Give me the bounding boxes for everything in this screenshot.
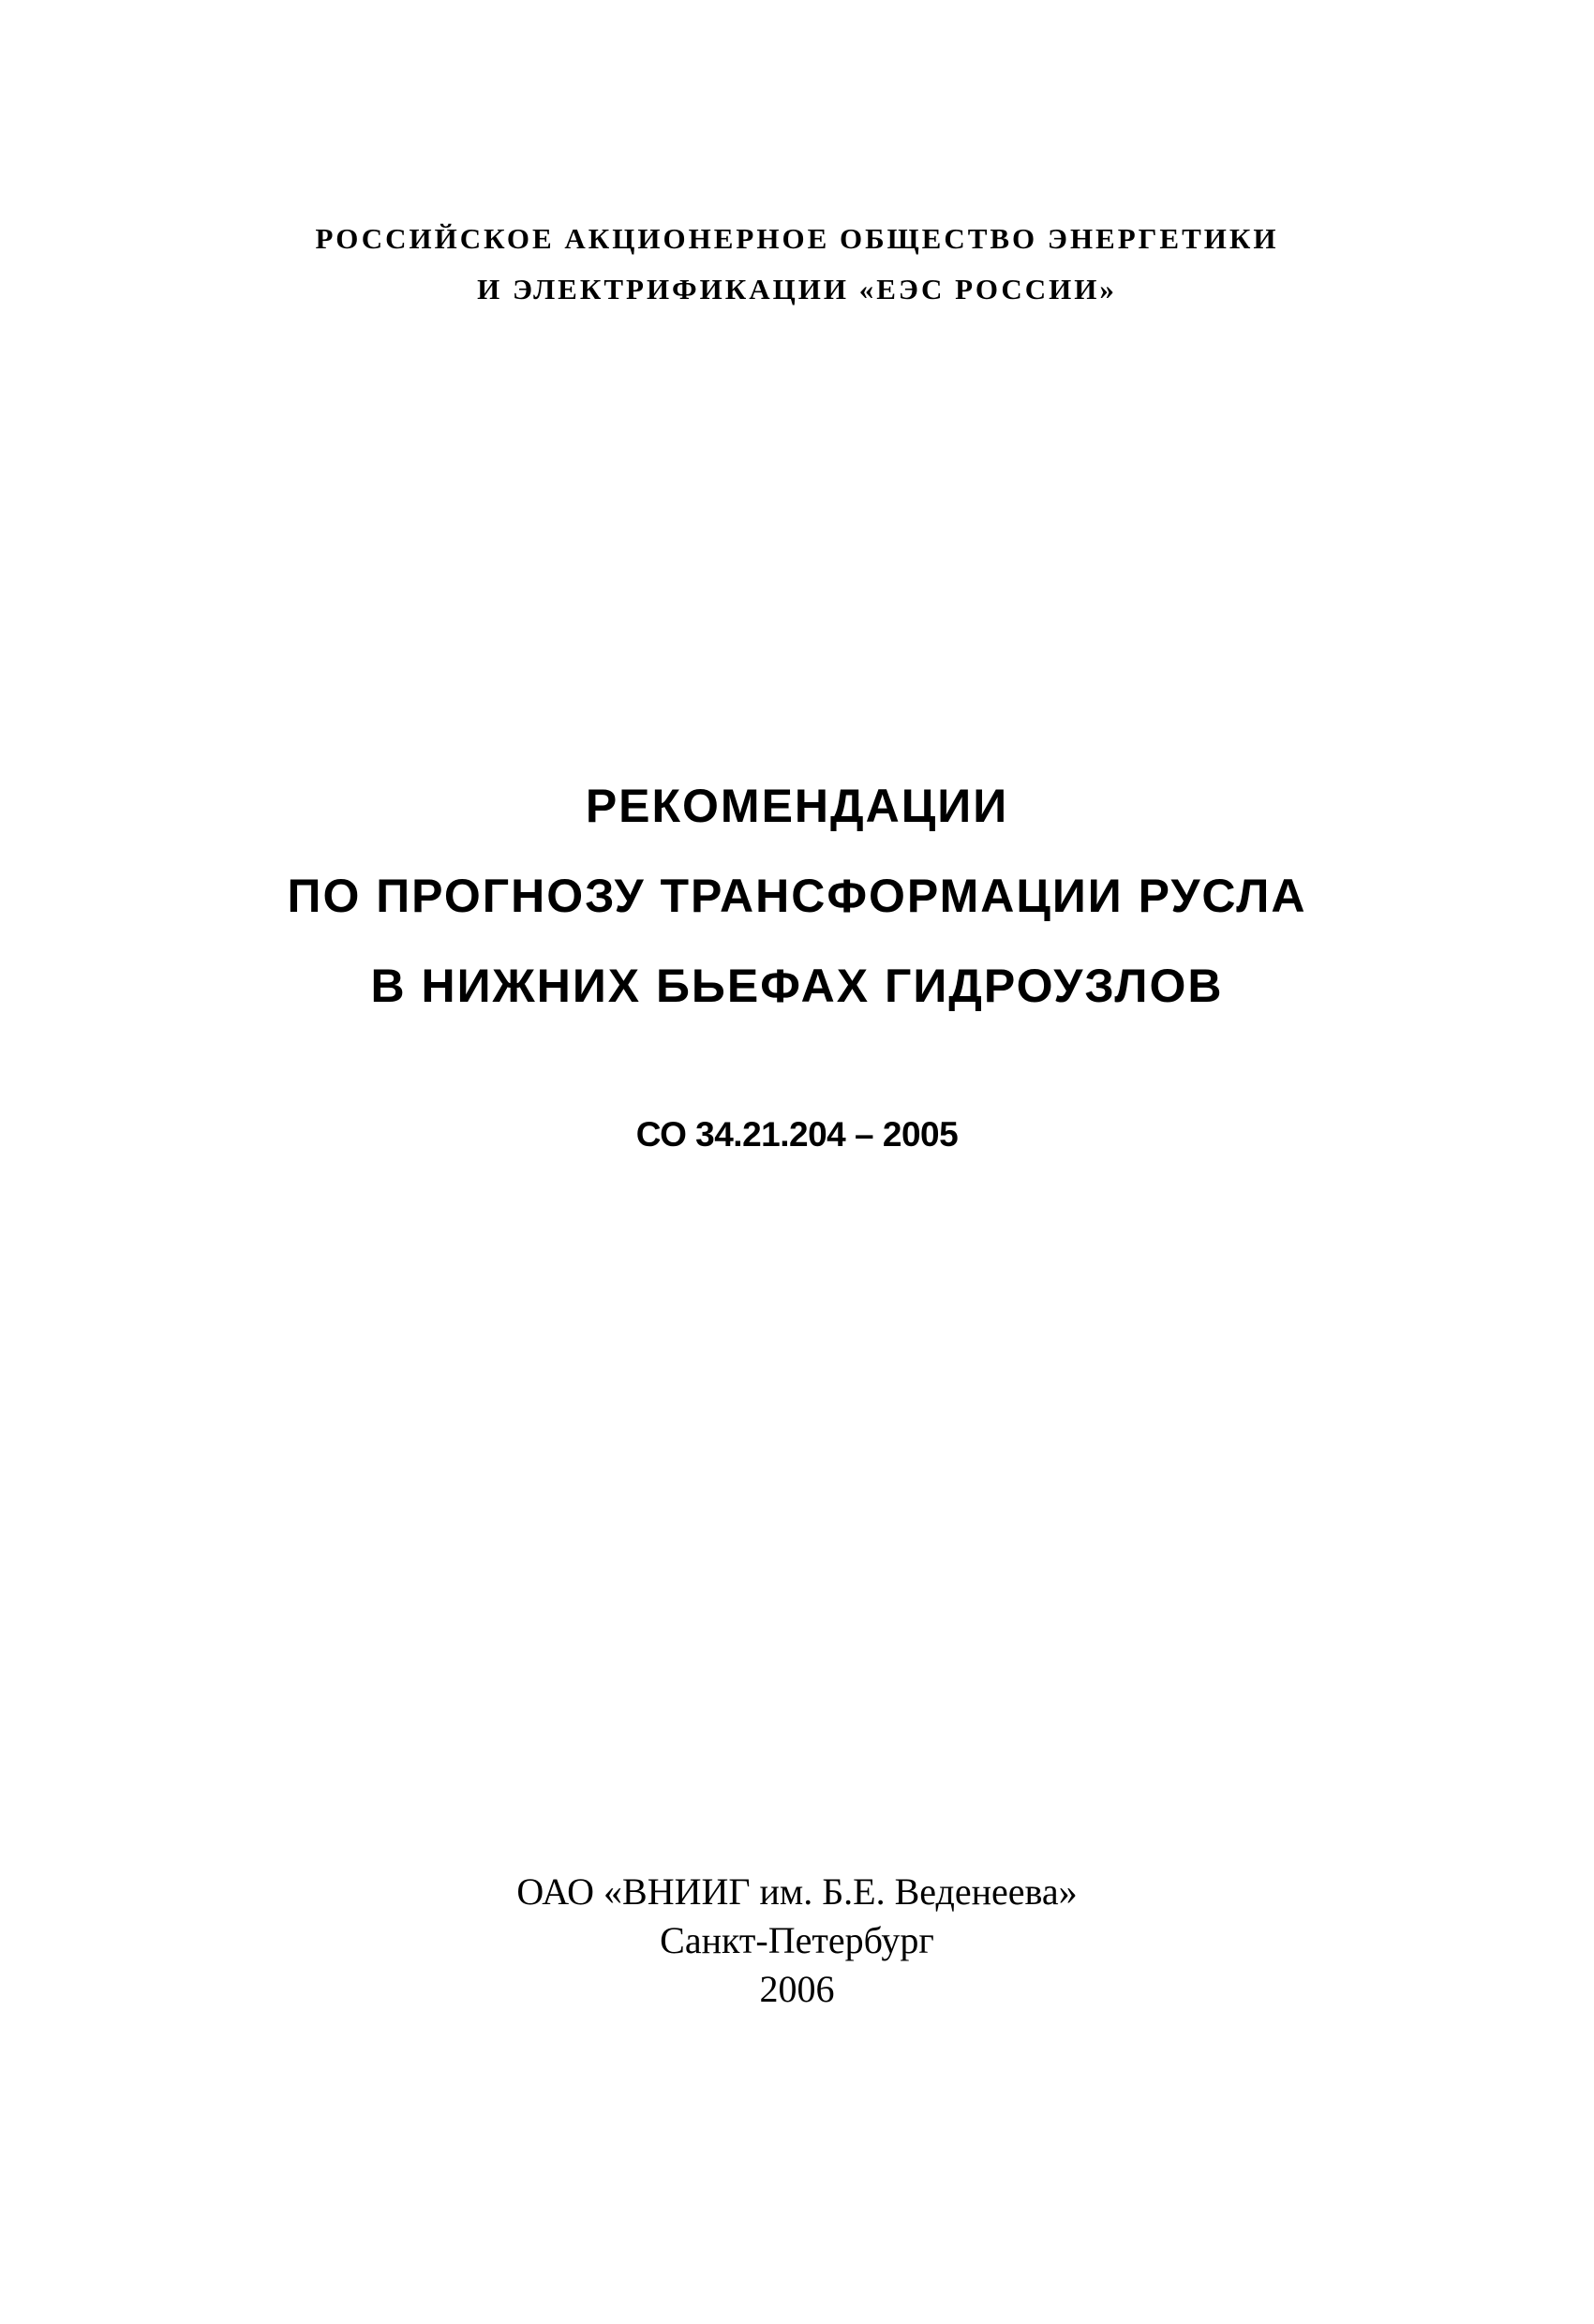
title-line-3: В НИЖНИХ БЬЕФАХ ГИДРОУЗЛОВ	[370, 960, 1224, 1012]
organization-line-1: РОССИЙСКОЕ АКЦИОНЕРНОЕ ОБЩЕСТВО ЭНЕРГЕТИКИ	[315, 222, 1279, 255]
title-line-1: РЕКОМЕНДАЦИИ	[585, 780, 1009, 832]
publisher-city: Санкт-Петербург	[660, 1919, 934, 1961]
document-code: СО 34.21.204 – 2005	[635, 1115, 959, 1154]
title-line-2: ПО ПРОГНОЗУ ТРАНСФОРМАЦИИ РУСЛА	[287, 870, 1307, 922]
document-title	[0, 761, 1594, 1031]
publication-year: 2006	[759, 1968, 835, 2010]
organization-line-2: И ЭЛЕКТРИФИКАЦИИ «ЕЭС РОССИИ»	[477, 273, 1117, 305]
publisher-info	[0, 1868, 1594, 2014]
organization-header	[0, 214, 1594, 315]
publisher-name: ОАО «ВНИИГ им. Б.Е. Веденеева»	[516, 1870, 1078, 1913]
